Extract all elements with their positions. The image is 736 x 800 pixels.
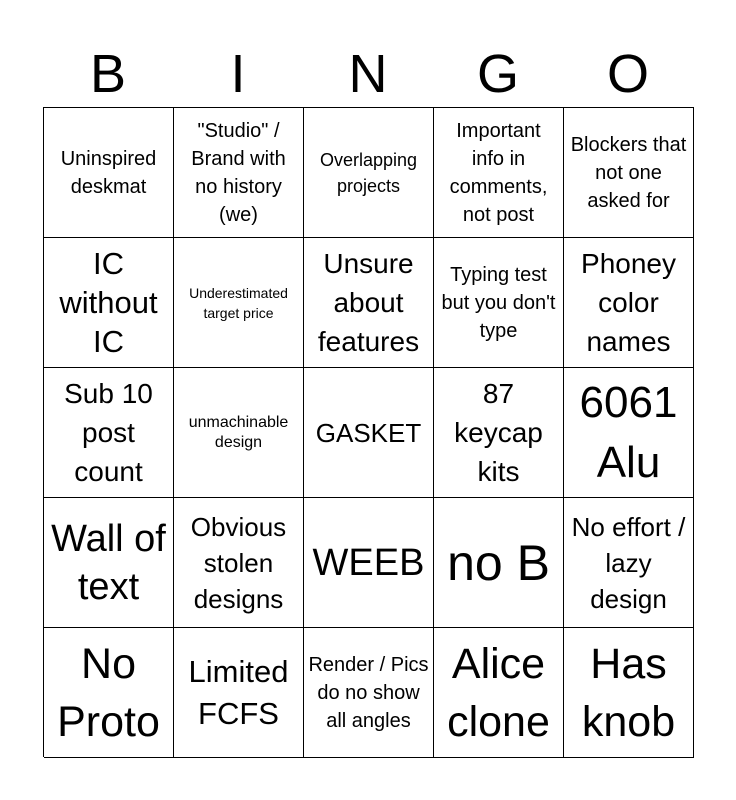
header-letter-o: O (606, 44, 649, 104)
cell-text: Has knob (581, 639, 676, 746)
cell-text: WEEB (312, 541, 425, 584)
cell-text: Typing test but you don't type (441, 263, 556, 342)
cell-text: unmachinable design (188, 413, 289, 451)
bingo-cell-r1-c5[interactable] (564, 108, 694, 238)
bingo-cell-r3-c2[interactable] (174, 368, 304, 498)
bingo-cell-r1-c1[interactable] (44, 108, 174, 238)
bingo-cell-r3-c5[interactable] (564, 368, 694, 498)
bingo-cell-r5-c4[interactable] (434, 628, 564, 758)
cell-text: Limited FCFS (188, 653, 289, 731)
cell-text: Alice clone (447, 639, 550, 746)
bingo-cell-r3-c1[interactable] (44, 368, 174, 498)
header-letter-n: N (348, 44, 388, 104)
cell-text: No effort / lazy design (571, 511, 686, 614)
bingo-cell-r4-c3[interactable] (304, 498, 434, 628)
bingo-header (43, 40, 693, 108)
bingo-cell-r4-c5[interactable] (564, 498, 694, 628)
bingo-board (43, 107, 694, 757)
cell-text: Render / Pics do no show all angles (308, 653, 429, 732)
cell-text: Unsure about features (317, 248, 420, 357)
header-letter-b: B (89, 44, 127, 104)
bingo-cell-r5-c2[interactable] (174, 628, 304, 758)
cell-text: no B (447, 534, 550, 591)
header-letter-i: I (230, 44, 246, 104)
bingo-cell-r3-c4[interactable] (434, 368, 564, 498)
cell-text: Blockers that not one asked for (570, 133, 687, 212)
bingo-cell-r3-c3[interactable] (304, 368, 434, 498)
cell-text: Sub 10 post count (64, 378, 153, 487)
bingo-cell-r5-c5[interactable] (564, 628, 694, 758)
cell-text: Wall of text (51, 517, 166, 608)
cell-text: Important info in comments, not post (449, 119, 548, 226)
bingo-cell-r2-c5[interactable] (564, 238, 694, 368)
bingo-cell-r1-c3[interactable] (304, 108, 434, 238)
bingo-cell-r4-c2[interactable] (174, 498, 304, 628)
cell-text: Overlapping projects (319, 149, 418, 196)
bingo-cell-r1-c4[interactable] (434, 108, 564, 238)
cell-text: Obvious stolen designs (190, 511, 287, 614)
bingo-cell-r5-c3[interactable] (304, 628, 434, 758)
cell-text: IC without IC (59, 246, 158, 359)
bingo-cell-r4-c1[interactable] (44, 498, 174, 628)
bingo-cell-r2-c1[interactable] (44, 238, 174, 368)
bingo-cell-r2-c3[interactable] (304, 238, 434, 368)
header-letter-g: G (476, 44, 519, 104)
cell-text: Phoney color names (581, 248, 676, 357)
bingo-cell-r2-c4[interactable] (434, 238, 564, 368)
cell-text: Underestimated target price (189, 284, 288, 321)
bingo-cell-r1-c2[interactable] (174, 108, 304, 238)
bingo-cell-r2-c2[interactable] (174, 238, 304, 368)
bingo-cell-r4-c4[interactable] (434, 498, 564, 628)
cell-text: "Studio" / Brand with no history (we) (191, 119, 286, 226)
cell-text: 6061 Alu (579, 377, 678, 487)
cell-text: Uninspired deskmat (60, 147, 157, 198)
cell-text: No Proto (57, 639, 160, 746)
cell-text: GASKET (315, 417, 422, 448)
cell-text: 87 keycap kits (454, 378, 543, 487)
bingo-cell-r5-c1[interactable] (44, 628, 174, 758)
